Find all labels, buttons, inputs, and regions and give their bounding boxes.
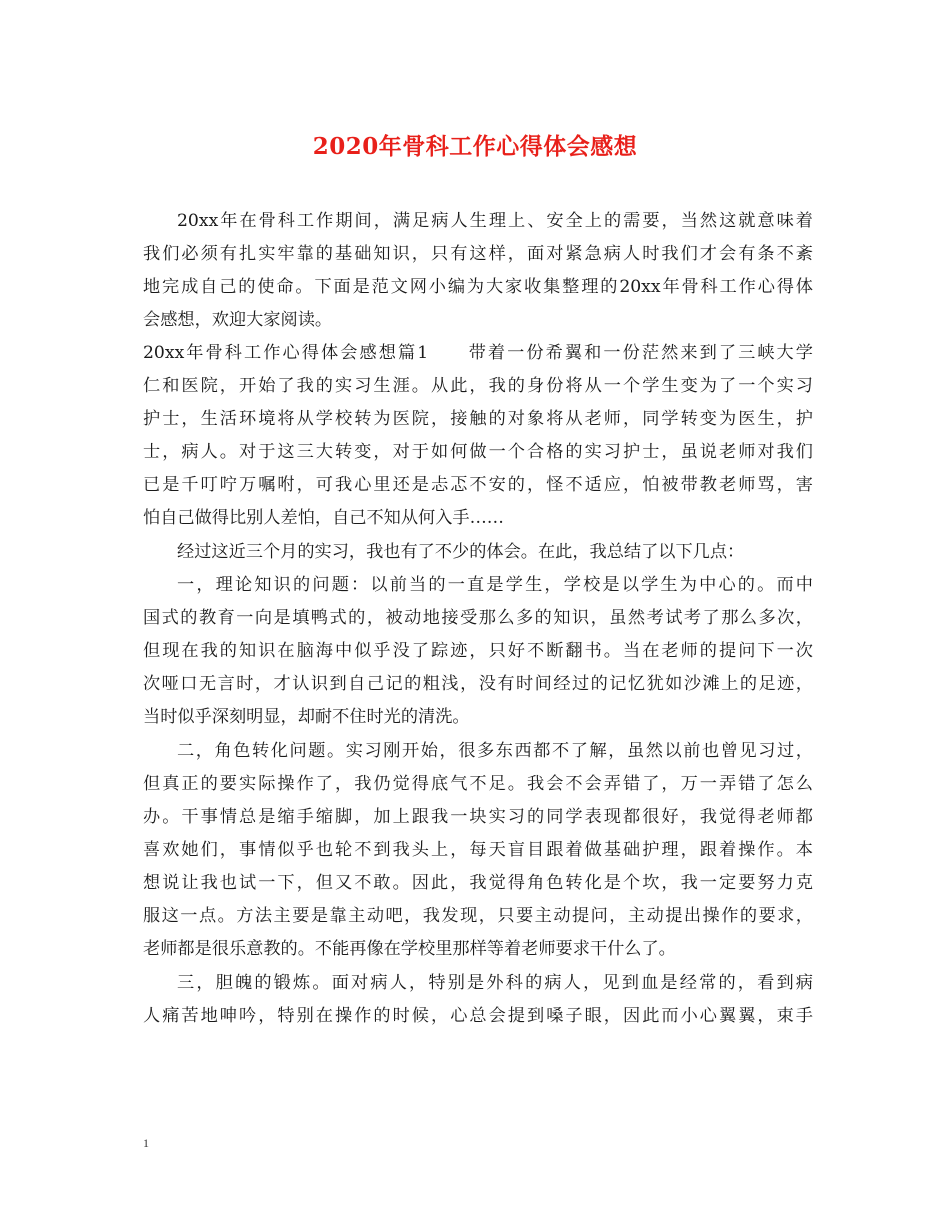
paragraph-line: 20xx年在骨科工作期间，满足病人生理上、安全上的需要，当然这就意味着 <box>177 211 813 231</box>
paragraph-line: 喜欢她们，事情似乎也轮不到我头上，每天盲目跟着做基础护理，跟着操作。本 <box>143 840 813 860</box>
paragraph-line: 当时似乎深刻明显，却耐不住时光的清洗。 <box>143 707 470 727</box>
paragraph-line: 我们必须有扎实牢靠的基础知识，只有这样，面对紧急病人时我们才会有条不紊 <box>143 244 813 264</box>
page-number: 1 <box>143 1136 149 1150</box>
paragraph-line: 仁和医院，开始了我的实习生涯。从此，我的身份将从一个学生变为了一个实习 <box>143 376 813 396</box>
paragraph-line: 想说让我也试一下，但又不敢。因此，我觉得角色转化是个坎，我一定要努力克 <box>143 873 813 893</box>
paragraph-line: 已是千叮咛万嘱咐，可我心里还是忐忑不安的，怪不适应，怕被带教老师骂，害 <box>143 475 813 495</box>
paragraph-line: 三，胆魄的锻炼。面对病人，特别是外科的病人，见到血是经常的，看到病 <box>177 973 813 993</box>
document-title: 2020年骨科工作心得体会感想 <box>312 133 638 160</box>
paragraph-line: 办。干事情总是缩手缩脚，加上跟我一块实习的同学表现都很好，我觉得老师都 <box>143 807 813 827</box>
paragraph-line: 二，角色转化问题。实习刚开始，很多东西都不了解，虽然以前也曾见习过， <box>177 741 813 761</box>
paragraph-line: 地完成自己的使命。下面是范文网小编为大家收集整理的20xx年骨科工作心得体 <box>143 277 813 297</box>
paragraph-line: 经过这近三个月的实习，我也有了不少的体会。在此，我总结了以下几点： <box>177 542 745 562</box>
paragraph-line: 老师都是很乐意教的。不能再像在学校里那样等着老师要求干什么了。 <box>143 939 676 959</box>
paragraph-line: 士，病人。对于这三大转变，对于如何做一个合格的实习护士，虽说老师对我们 <box>143 442 813 462</box>
paragraph-line: 但现在我的知识在脑海中似乎没了踪迹，只好不断翻书。当在老师的提问下一次 <box>143 641 813 661</box>
paragraph-line: 但真正的要实际操作了，我仍觉得底气不足。我会不会弄错了，万一弄错了怎么 <box>143 774 813 794</box>
paragraph-line: 怕自己做得比别人差怕，自己不知从何入手…… <box>143 508 504 528</box>
paragraph-line: 服这一点。方法主要是靠主动吧，我发现，只要主动提问，主动提出操作的要求， <box>143 906 813 926</box>
paragraph-line: 国式的教育一向是填鸭式的，被动地接受那么多的知识，虽然考试考了那么多次， <box>143 608 813 628</box>
paragraph-line: 20xx年骨科工作心得体会感想篇1 带着一份希翼和一份茫然来到了三峡大学 <box>143 343 813 363</box>
paragraph-line: 人痛苦地呻吟，特别在操作的时候，心总会提到嗓子眼，因此而小心翼翼，束手 <box>143 1006 813 1026</box>
paragraph-line: 护士，生活环境将从学校转为医院，接触的对象将从老师，同学转变为医生，护 <box>143 409 813 429</box>
paragraph-line: 一，理论知识的问题：以前当的一直是学生，学校是以学生为中心的。而中 <box>177 575 813 595</box>
paragraph-line: 次哑口无言时，才认识到自己记的粗浅，没有时间经过的记忆犹如沙滩上的足迹， <box>143 674 813 694</box>
paragraph-line: 会感想，欢迎大家阅读。 <box>143 310 333 330</box>
